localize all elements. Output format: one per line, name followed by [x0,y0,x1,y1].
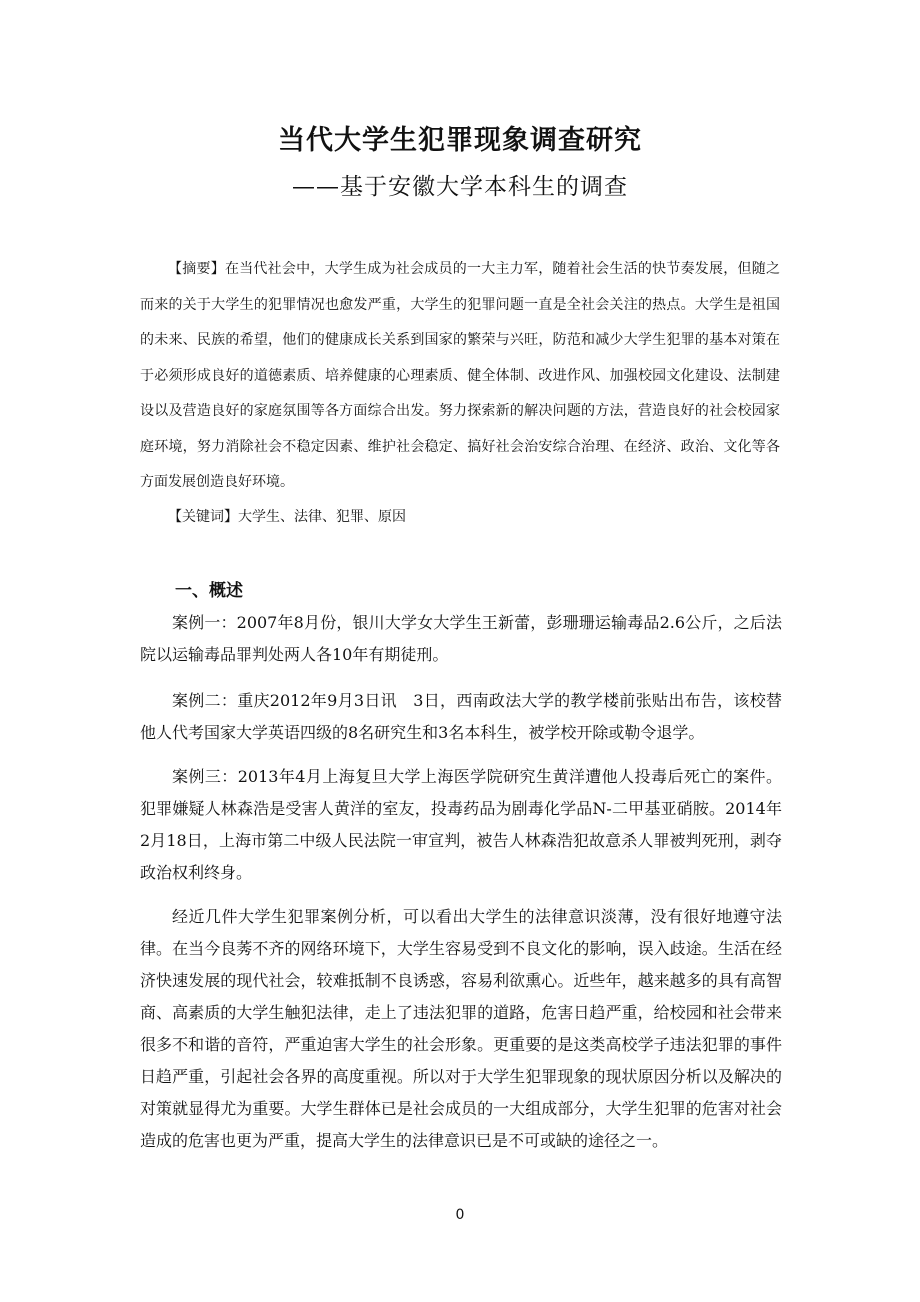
section-heading: 一、概述 [175,581,243,601]
analysis-paragraph: 经近几件大学生犯罪案例分析，可以看出大学生的法律意识淡薄，没有很好地遵守法律。在当今良莠不齐的网络环境下，大学生容易受到不良文化的影响，误入歧途。生活在经济快速发展的现代社会，较难抵制不良诱惑，容易利欲熏心。近些年，越来越多的具有高智商、高素质的大学生触犯法律，走上了违法犯罪的道路，危害日趋严重，给校园和社会带来很多不和谐的音符，严重迫害大学生的社会形象。更重要的是这类高校学子违法犯罪的事件日趋严重，引起社会各界的高度重视。所以对于大学生犯罪现象的现状原因分析以及解决的对策就显得尤为重要。大学生群体已是社会成员的一大组成部分，大学生犯罪的危害对社会造成的危害也更为严重，提高大学生的法律意识已是不可或缺的途径之一。 [140,907,782,1150]
keywords-line: 【关键词】大学生、法律、犯罪、原因 [168,509,406,525]
case-three-paragraph: 案例三：2013年4月上海复旦大学上海医学院研究生黄洋遭他人投毒后死亡的案件。犯罪嫌疑人林森浩是受害人黄洋的室友，投毒药品为剧毒化学品N-二甲基亚硝胺。2014年2月18日，上海市第二中级人民法院一审宣判，被告人林森浩犯故意杀人罪被判死刑，剥夺政治权利终身。 [140,767,782,882]
case-one-paragraph: 案例一：2007年8月份，银川大学女大学生王新蕾，彭珊珊运输毒品2.6公斤，之后法院以运输毒品罪判处两人各10年有期徒刑。 [140,613,782,664]
case-two-paragraph: 案例二：重庆2012年9月3日讯 3日，西南政法大学的教学楼前张贴出布告，该校替他人代考国家大学英语四级的8名研究生和3名本科生，被学校开除或勒令退学。 [140,691,782,742]
document-title: 当代大学生犯罪现象调查研究 [278,125,642,156]
page-number: 0 [455,1207,465,1223]
abstract-paragraph: 【摘要】在当代社会中，大学生成为社会成员的一大主力军，随着社会生活的快节奏发展，但随之而来的关于大学生的犯罪情况也愈发严重，大学生的犯罪问题一直是全社会关注的热点。大学生是祖国的未来、民族的希望，他们的健康成长关系到国家的繁荣与兴旺，防范和减少大学生犯罪的基本对策在于必须形成良好的道德素质、培养健康的心理素质、健全体制、改进作风、加强校园文化建设、法制建设以及营造良好的家庭氛围等各方面综合出发。努力探索新的解决问题的方法，营造良好的社会校园家庭环境，努力消除社会不稳定因素、维护社会稳定、搞好社会治安综合治理、在经济、政治、文化等各方面发展创造良好环境。 [140,261,780,490]
document-subtitle: ——基于安徽大学本科生的调查 [292,174,628,200]
